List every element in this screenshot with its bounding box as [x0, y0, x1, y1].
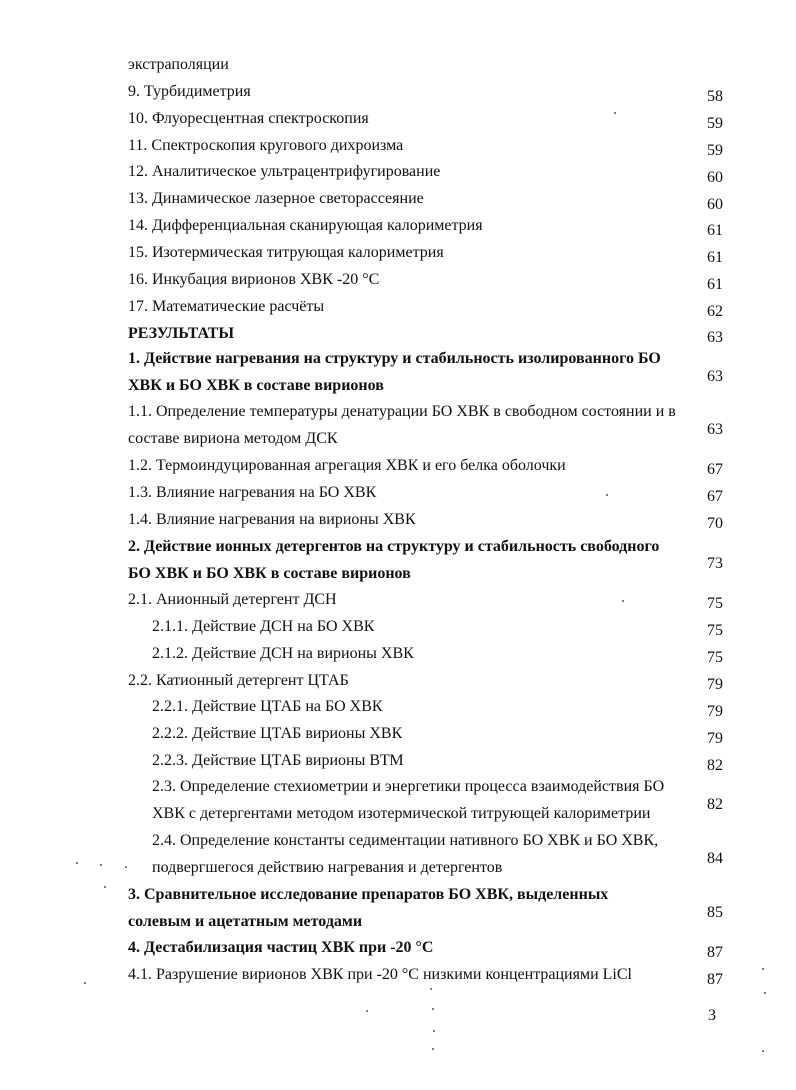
toc-entry-title: 2.2.2. Действие ЦТАБ вирионы ХВК — [152, 725, 403, 742]
toc-entry-title: 14. Дифференциальная сканирующая калориметрия — [128, 217, 483, 234]
scan-speck — [84, 982, 86, 984]
toc-entry-title: 2.2.1. Действие ЦТАБ на БО ХВК — [152, 698, 383, 715]
toc-entry-page: 79 — [707, 730, 723, 747]
toc-entry-title: 2.4. Определение константы седиментации нативного БО ХВК и БО ХВК, подвергшегося действию нагревания и детергентов — [152, 832, 659, 876]
toc-entry-title: 1.3. Влияние нагревания на БО ХВК — [128, 484, 377, 501]
scan-speck — [433, 1030, 435, 1032]
toc-entry-page: 85 — [707, 904, 723, 921]
toc-entry-title: 2.2. Катионный детергент ЦТАБ — [128, 672, 349, 689]
toc-entry-title: 2.3. Определение стехиометрии и энергетики процесса взаимодействия БО ХВК с детергентами методом изотермической титрующей калориметрии — [152, 778, 665, 822]
toc-entry-page: 79 — [707, 703, 723, 720]
toc-entry-title: 13. Динамическое лазерное светорассеяние — [128, 190, 424, 207]
toc-entry-title: 2.1.1. Действие ДСН на БО ХВК — [152, 618, 375, 635]
toc-entry-page: 84 — [707, 850, 723, 867]
toc-entry-page: 75 — [707, 595, 723, 612]
toc-entry-page: 79 — [707, 676, 723, 693]
scan-speck — [614, 112, 616, 114]
scan-speck — [762, 1050, 764, 1052]
scan-speck — [76, 862, 78, 864]
toc-entry-title: 4.1. Разрушение вирионов ХВК при -20 °С низкими концентрациями LiCl — [128, 966, 632, 983]
scan-speck — [366, 1010, 368, 1012]
toc-section-heading: 1. Действие нагревания на структуру и стабильность изолированного БО ХВК и БО ХВК в составе вирионов — [128, 350, 661, 394]
toc-entry-page: 61 — [707, 249, 723, 266]
toc-entry-page: 82 — [707, 757, 723, 774]
toc-entry-page: 70 — [707, 515, 723, 532]
toc-entry-title: 16. Инкубация вирионов ХВК -20 °С — [128, 271, 380, 288]
toc-entry-page: 60 — [707, 169, 723, 186]
toc-entry-title: 17. Математические расчёты — [128, 298, 325, 315]
toc-entry-title: 2.1. Анионный детергент ДСН — [128, 591, 337, 608]
toc-entry-page: 63 — [707, 329, 723, 346]
scan-speck — [430, 988, 432, 990]
toc-entry-page: 73 — [707, 555, 723, 572]
scan-speck — [762, 968, 764, 970]
toc-entry-page: 58 — [707, 88, 723, 105]
toc-entry-title: 2.1.2. Действие ДСН на вирионы ХВК — [152, 645, 414, 662]
toc-entry-page: 63 — [707, 368, 723, 385]
toc-entry-title: 9. Турбидиметрия — [128, 83, 251, 100]
toc-entry-title: 1.1. Определение температуры денатурации БО ХВК в свободном состоянии и в составе вириона методом ДСК — [128, 403, 676, 447]
toc-section-heading: 4. Дестабилизация частиц ХВК при -20 °С — [128, 939, 434, 956]
toc-entry-title: 10. Флуоресцентная спектроскопия — [128, 110, 369, 127]
scan-speck — [622, 600, 624, 602]
toc-entry-page: 82 — [707, 796, 723, 813]
scan-speck — [432, 1008, 434, 1010]
toc-section-heading: РЕЗУЛЬТАТЫ — [128, 325, 235, 342]
toc-section-heading: 2. Действие ионных детергентов на структуру и стабильность свободного БО ХВК и БО ХВК в составе вирионов — [128, 538, 660, 582]
toc-entry-title: 1.4. Влияние нагревания на вирионы ХВК — [128, 511, 416, 528]
toc-entry-page: 67 — [707, 488, 723, 505]
scan-speck — [432, 1048, 434, 1050]
toc-entry-page: 59 — [707, 115, 723, 132]
toc-entry-title: 15. Изотермическая титрующая калориметрия — [128, 244, 444, 261]
scan-speck — [606, 494, 608, 496]
toc-entry-page: 60 — [707, 196, 723, 213]
toc-entry-title: 11. Спектроскопия кругового дихроизма — [128, 137, 404, 154]
scan-speck — [764, 992, 766, 994]
toc-entry-title: 2.2.3. Действие ЦТАБ вирионы ВТМ — [152, 752, 404, 769]
scan-speck — [125, 866, 127, 868]
toc-entry-page: 75 — [707, 649, 723, 666]
toc-entry-page: 87 — [707, 971, 723, 988]
toc-entry-page: 61 — [707, 276, 723, 293]
scan-speck — [104, 886, 106, 888]
toc-section-heading: 3. Сравнительное исследование препаратов БО ХВК, выделенных солевым и ацетатным методами — [128, 886, 609, 930]
toc-entry-title: 1.2. Термоиндуцированная агрегация ХВК и его белка оболочки — [128, 457, 566, 474]
toc-entry-page: 75 — [707, 622, 723, 639]
toc-entry-page: 62 — [707, 303, 723, 320]
page-number: 3 — [708, 1007, 716, 1024]
toc-entry-page: 61 — [707, 222, 723, 239]
toc-entry-page: 59 — [707, 142, 723, 159]
toc-entry-page: 63 — [707, 421, 723, 438]
toc-entry-page: 67 — [707, 461, 723, 478]
scan-speck — [100, 864, 102, 866]
toc-entry-page: 87 — [707, 944, 723, 961]
toc-entry-title: 12. Аналитическое ультрацентрифугирование — [128, 163, 441, 180]
toc-entry-title: экстраполяции — [128, 56, 229, 73]
